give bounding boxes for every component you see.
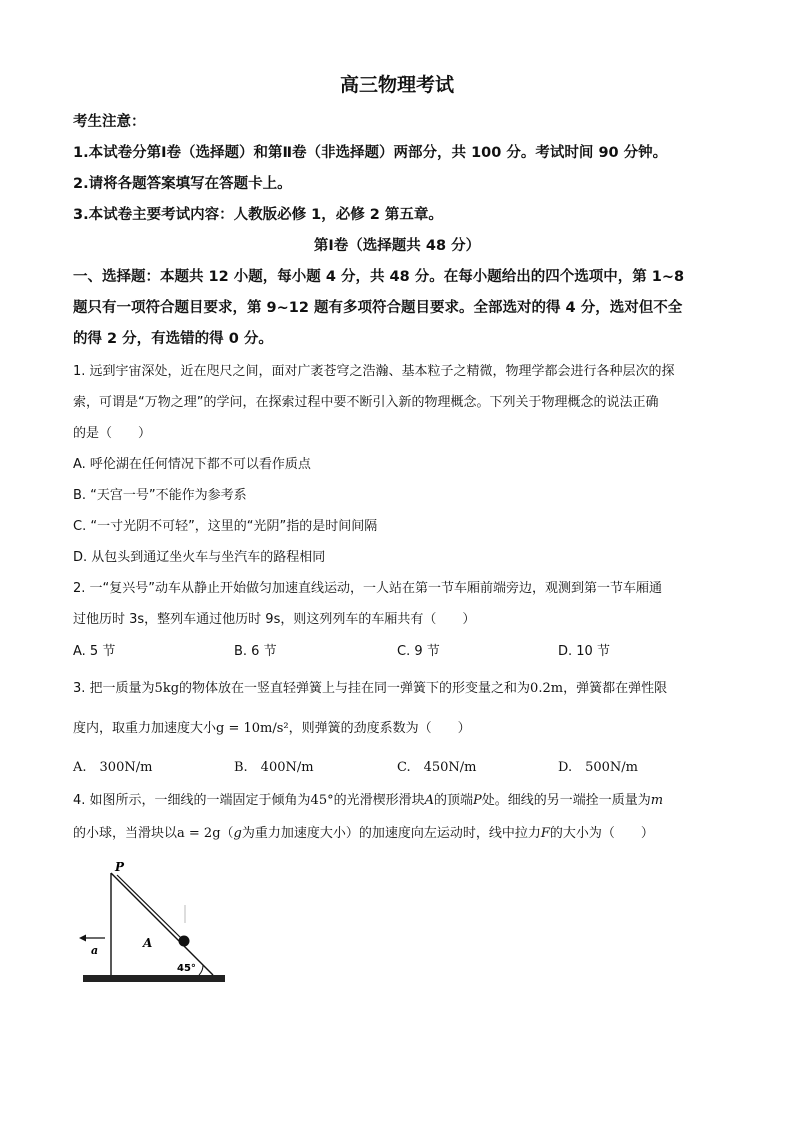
q4-var-p: P <box>473 793 482 808</box>
notice-item-2: 2.请将各题答案填写在答题卡上。 <box>73 176 292 192</box>
ground-surface <box>83 975 225 982</box>
ball-icon <box>179 936 190 947</box>
q4-var-m: m <box>650 793 664 808</box>
string-line <box>117 875 183 940</box>
q1-option-b: B. “天宫一号”不能作为参考系 <box>73 488 247 503</box>
q3-stem-line-2 <box>73 717 471 736</box>
label-angle: 45° <box>177 963 196 974</box>
q4-var-a-block: A <box>424 793 434 808</box>
q1-stem-line-2: 索，可谓是“万物之理”的学问，在探索过程中要不断引入新的物理概念。下列关于物理概念的说法正确 <box>73 395 659 410</box>
wedge-slope <box>111 873 213 975</box>
q1-option-c: C. “一寸光阴不可轻”，这里的“光阴”指的是时间间隔 <box>73 519 378 534</box>
q3-text-4: 度内，取重力加速度大小 <box>73 721 217 736</box>
q2-stem-line-1: 2. 一“复兴号”动车从静止开始做匀加速直线运动，一人站在第一节车厢前端旁边，观测到第一节车厢通 <box>73 581 663 596</box>
q3-deform: 0.2m <box>530 681 564 696</box>
q4-stem-line-1 <box>73 789 663 808</box>
notice-item-3: 3.本试卷主要考试内容：人教版必修 1，必修 2 第五章。 <box>73 207 443 223</box>
q1-stem-line-3: 的是（ ） <box>73 426 152 441</box>
q2-option-a: A. 5 节 <box>73 644 116 659</box>
page-title: 高三物理考试 <box>339 74 454 96</box>
notice-item-1: 1.本试卷分第Ⅰ卷（选择题）和第Ⅱ卷（非选择题）两部分，共 100 分。考试时间 90 分钟。 <box>73 145 668 161</box>
q4-var-f: F <box>540 826 550 841</box>
section-intro-line-1: 一、选择题：本题共 12 小题，每小题 4 分，共 48 分。在每小题给出的四个选项中，第 1~8 <box>73 269 685 285</box>
angle-arc <box>199 965 203 975</box>
q4-text-8: 的大小为（ ） <box>549 826 654 841</box>
q2-option-c: C. 9 节 <box>397 644 440 659</box>
q3-g-expr: g = 10m/s² <box>216 721 289 736</box>
q3-option-c: C. 450N/m <box>397 760 477 775</box>
label-p: P <box>115 860 125 874</box>
label-a-block: A <box>143 936 153 950</box>
arrow-head-icon <box>79 935 86 942</box>
q4-text-7: 为重力加速度大小）的加速度向左运动时，线中拉力 <box>241 826 541 841</box>
q4-wedge-figure <box>75 855 235 990</box>
q3-mass: 5kg <box>154 681 180 696</box>
q4-text-5: 的小球，当滑块以 <box>73 826 178 841</box>
q1-option-d: D. 从包头到通辽坐火车与坐汽车的路程相同 <box>73 550 326 565</box>
q3-option-a: A. 300N/m <box>73 760 153 775</box>
q4-text-3: 的顶端 <box>434 793 474 808</box>
q2-option-d: D. 10 节 <box>558 644 610 659</box>
q4-var-g: g <box>233 826 242 841</box>
q3-text-1: 3. 把一质量为 <box>73 681 155 696</box>
q1-option-a: A. 呼伦湖在任何情况下都不可以看作质点 <box>73 457 311 472</box>
q2-stem-line-2: 过他历时 3s，整列车通过他历时 9s，则这列列车的车厢共有（ ） <box>73 612 476 627</box>
q4-angle: 45° <box>310 793 334 808</box>
q1-stem-line-1: 1. 远到宇宙深处，近在咫尺之间，面对广袤苍穹之浩瀚、基本粒子之精微，物理学都会进行各种层次的探 <box>73 364 675 379</box>
q4-a-expr: a = 2g <box>177 826 221 841</box>
section-title: 第Ⅰ卷（选择题共 48 分） <box>313 238 481 254</box>
q3-text-5: ，则弹簧的劲度系数为（ ） <box>288 721 471 736</box>
q4-stem-line-2 <box>73 822 654 841</box>
q3-option-b: B. 400N/m <box>234 760 314 775</box>
q3-text-2: 的物体放在一竖直轻弹簧上与挂在同一弹簧下的形变量之和为 <box>179 681 531 696</box>
q4-text-1: 4. 如图所示，一细线的一端固定于倾角为 <box>73 793 311 808</box>
q3-text-3: ，弹簧都在弹性限 <box>563 681 668 696</box>
q4-text-2: 的光滑楔形滑块 <box>333 793 425 808</box>
notice-heading: 考生注意： <box>73 114 146 130</box>
q2-option-b: B. 6 节 <box>234 644 277 659</box>
q4-text-4: 处。细线的另一端拴一质量为 <box>481 793 651 808</box>
section-intro-line-3: 的得 2 分，有选错的得 0 分。 <box>73 331 273 347</box>
q3-option-d: D. 500N/m <box>558 760 638 775</box>
q3-stem-line-1 <box>73 677 667 696</box>
section-intro-line-2: 题只有一项符合题目要求，第 9~12 题有多项符合题目要求。全部选对的得 4 分，选对但不全 <box>73 300 683 316</box>
q4-text-6: （ <box>220 826 234 841</box>
label-a-accel: a <box>91 944 99 957</box>
